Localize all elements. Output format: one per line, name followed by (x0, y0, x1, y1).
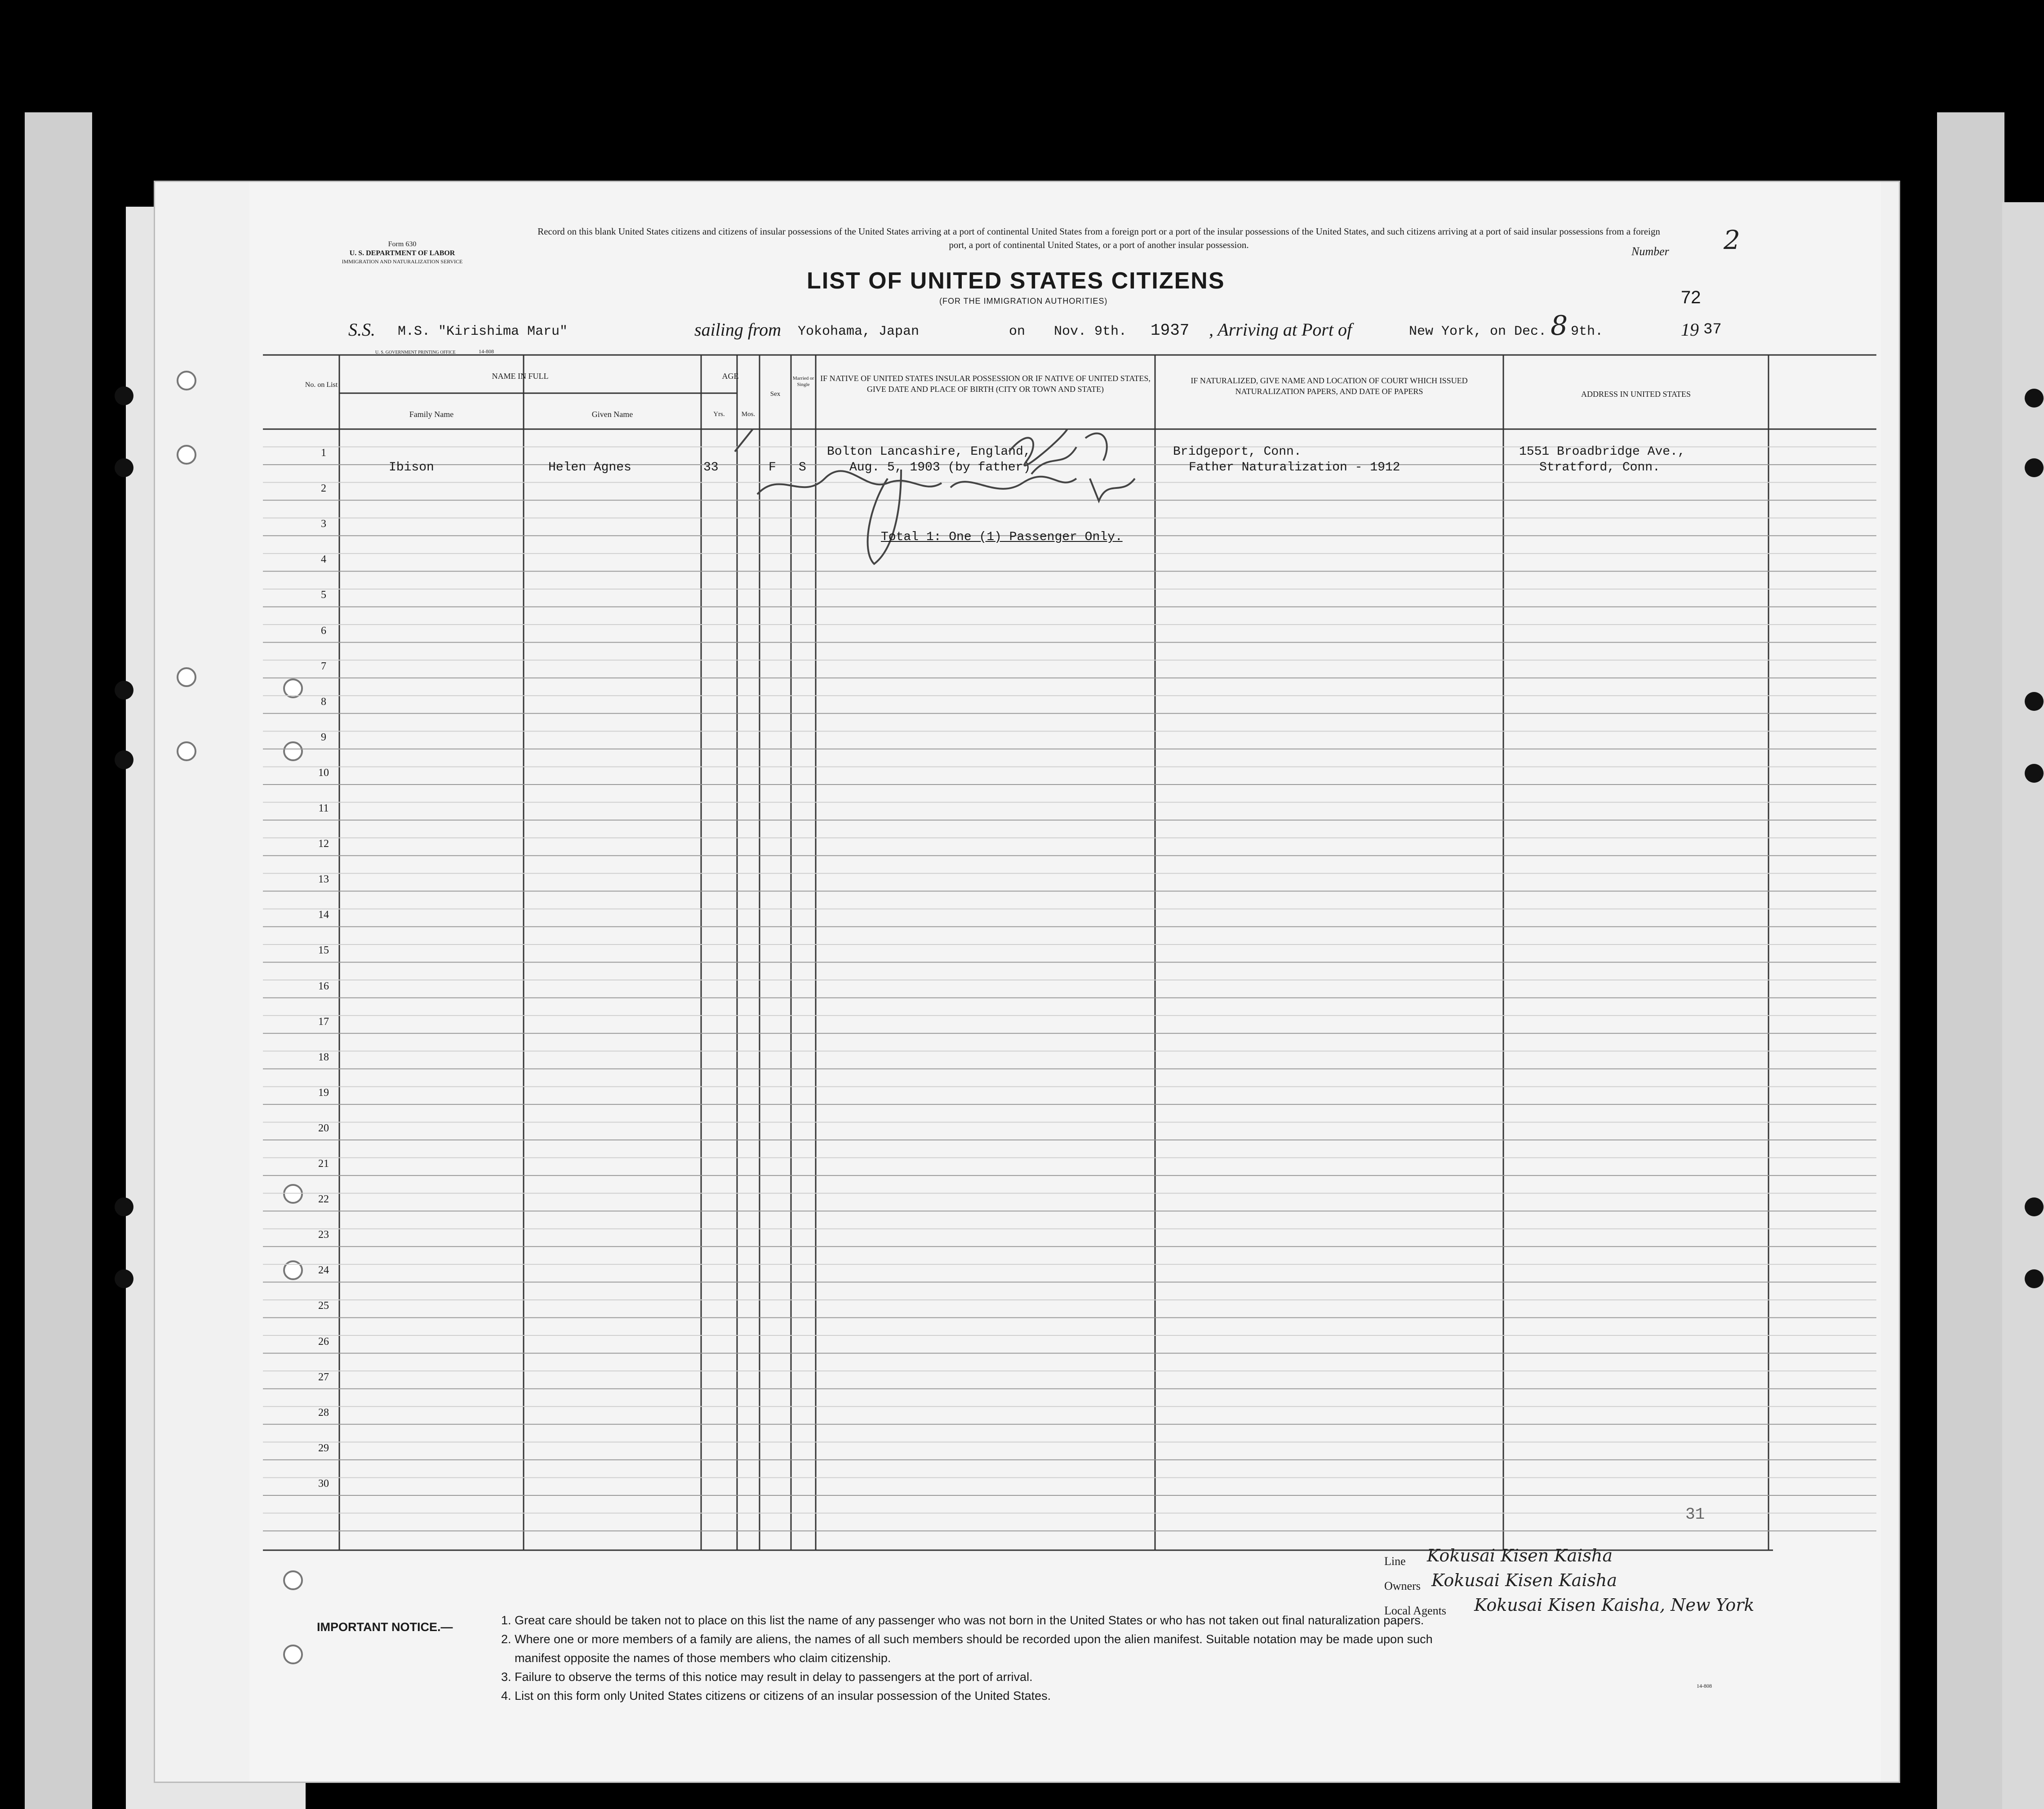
row-number: 21 (318, 1158, 329, 1170)
entry-birth-line1: Bolton Lancashire, England, (827, 445, 1031, 459)
punch-hole (2025, 764, 2044, 783)
punch-hole (2025, 389, 2044, 408)
notice-item-2: 2. Where one or more members of a family are aliens, the names of all such members should be recorded upon the alien manifest. Suitable notation may be made upon such (501, 1632, 1433, 1646)
owners-label: Owners (1384, 1579, 1421, 1592)
row-number: 14 (318, 909, 329, 921)
arrival-port: New York, on Dec. (1409, 324, 1547, 339)
notice-code: 14-808 (1697, 1683, 1712, 1689)
row-number: 23 (318, 1229, 329, 1241)
row-number: 4 (321, 554, 326, 566)
row-number: 9 (321, 731, 326, 743)
row-number: 20 (318, 1122, 329, 1134)
entry-nat-line2: Father Naturalization - 1912 (1189, 461, 1400, 474)
manifest-page (155, 182, 1899, 1782)
row-number: 28 (318, 1406, 329, 1419)
col-family-name: Family Name (409, 410, 454, 419)
col-address: ADDRESS IN UNITED STATES (1581, 390, 1691, 399)
notice-item-2-cont: manifest opposite the names of those members who claim citizenship. (515, 1651, 891, 1665)
arriving-label: , Arriving at Port of (1209, 319, 1352, 340)
row-number: 11 (318, 803, 329, 814)
number-label: Number (1631, 245, 1669, 258)
row-number: 24 (318, 1264, 329, 1277)
page-title: LIST OF UNITED STATES CITIZENS (807, 268, 1225, 294)
sailing-date: Nov. 9th. (1054, 324, 1127, 339)
row-number: 27 (318, 1371, 329, 1383)
number-value: 2 (1724, 225, 1740, 255)
form-number: Form 630 (388, 240, 417, 248)
entry-given-name: Helen Agnes (548, 461, 631, 474)
col-yrs: Yrs. (713, 411, 725, 418)
col-mos: Mos. (741, 411, 755, 418)
row-number: 1 (321, 447, 326, 459)
row-number: 17 (318, 1015, 329, 1028)
sailing-year: 1937 (1151, 321, 1190, 340)
row-number: 2 (321, 483, 326, 495)
row-number: 29 (318, 1442, 329, 1454)
row-number: 19 (318, 1086, 329, 1099)
entry-age: 33 (703, 461, 719, 474)
line-label: Line (1384, 1555, 1406, 1568)
punch-hole (2025, 692, 2044, 711)
entry-birth-line2: Aug. 5, 1903 (by father) (849, 461, 1031, 474)
entry-sex: F (769, 461, 776, 474)
row-number: 16 (318, 980, 329, 992)
col-married-single: Married or Single (792, 376, 814, 387)
row-number: 12 (318, 838, 329, 850)
entry-status: S (799, 461, 806, 474)
row-number: 6 (321, 625, 326, 637)
total-line: Total 1: One (1) Passenger Only. (881, 530, 1123, 544)
notice-item-3: 3. Failure to observe the terms of this notice may result in delay to passengers at the port of arrival. (501, 1670, 1033, 1684)
arrival-day: 9th. (1571, 324, 1604, 339)
sailing-label: sailing from (694, 319, 781, 340)
row-number: 15 (318, 944, 329, 957)
sheet-number: 72 (1681, 288, 1701, 307)
owners-value: Kokusai Kisen Kaisha (1431, 1570, 1617, 1590)
entry-nat-line1: Bridgeport, Conn. (1173, 445, 1302, 459)
notice-label: IMPORTANT NOTICE.— (317, 1620, 453, 1634)
arrival-day-handwritten: 8 (1551, 310, 1568, 341)
service-name: IMMIGRATION AND NATURALIZATION SERVICE (342, 258, 463, 265)
punch-hole (115, 750, 133, 769)
line-value: Kokusai Kisen Kaisha (1427, 1546, 1613, 1565)
handwritten-annotation (717, 416, 1346, 595)
row-number: 18 (318, 1051, 329, 1063)
row-number: 7 (321, 660, 326, 672)
row-number: 26 (318, 1335, 329, 1348)
page-subtitle: (FOR THE IMMIGRATION AUTHORITIES) (939, 297, 1108, 306)
record-instruction: Record on this blank United States citizens and citizens of insular possessions of the United States arriving at a port of continental United States from a foreign port or a port of the insular possessions of the United States, and such citizens arriving at a port of said insular possessions from a foreign port, a port of continental United States, or a port of another insular possession. (538, 226, 1660, 250)
col-name-in-full: NAME IN FULL (492, 372, 549, 381)
ship-name: M.S. "Kirishima Maru" (398, 324, 568, 339)
punch-hole (115, 386, 133, 405)
col-birth: IF NATIVE OF UNITED STATES INSULAR POSSESSION OR IF NATIVE OF UNITED STATES, GIVE DATE AND PLACE OF BIRTH (CITY OR TOWN AND STATE) (820, 374, 1151, 394)
printing-office: U. S. GOVERNMENT PRINTING OFFICE (375, 350, 456, 355)
row-number: 25 (318, 1300, 329, 1312)
entry-addr-line1: 1551 Broadbridge Ave., (1519, 445, 1685, 459)
notice-item-4: 4. List on this form only United States citizens or citizens of an insular possession of the United States. (501, 1689, 1051, 1703)
col-age: AGE (722, 372, 739, 381)
department: U. S. DEPARTMENT OF LABOR (349, 249, 455, 257)
row-number: 5 (321, 589, 326, 601)
punch-hole (115, 458, 133, 477)
row-number: 30 (318, 1477, 329, 1490)
notice-item-1: 1. Great care should be taken not to place on this list the name of any passenger who was not born in the United States or who has not taken out final naturalization papers. (501, 1614, 1424, 1627)
print-code: 14-808 (479, 348, 494, 355)
col-naturalized: IF NATURALIZED, GIVE NAME AND LOCATION OF COURT WHICH ISSUED NATURALIZATION PAPERS, AND DATE OF PAPERS (1191, 376, 1468, 396)
arrival-year-suffix: 37 (1703, 321, 1722, 338)
agents-value: Kokusai Kisen Kaisha, New York (1474, 1595, 1755, 1615)
on-label: on (1009, 324, 1026, 339)
col-no-on-list: No. on List (305, 381, 338, 389)
punch-hole (115, 1269, 133, 1288)
footer-number: 31 (1685, 1505, 1705, 1524)
row-number: 3 (321, 518, 326, 530)
ss-label: S.S. (348, 319, 375, 340)
sailing-port: Yokohama, Japan (798, 324, 920, 339)
row-number: 13 (318, 873, 329, 886)
film-strip-right-outer (2002, 202, 2044, 1809)
arrival-year-prefix: 19 (1681, 319, 1699, 340)
film-strip-right (1937, 112, 2004, 1809)
punch-hole (2025, 458, 2044, 477)
film-strip-left (25, 112, 92, 1809)
entry-addr-line2: Stratford, Conn. (1539, 461, 1660, 474)
punch-hole (115, 1197, 133, 1216)
row-number: 10 (318, 767, 329, 779)
col-given-name: Given Name (591, 410, 633, 419)
col-sex: Sex (770, 390, 781, 398)
row-number: 22 (318, 1193, 329, 1206)
punch-hole (2025, 1269, 2044, 1288)
punch-hole (115, 681, 133, 700)
entry-family-name: Ibison (389, 461, 434, 474)
agents-label: Local Agents (1384, 1604, 1446, 1617)
row-number: 8 (321, 696, 326, 708)
punch-hole (2025, 1197, 2044, 1216)
